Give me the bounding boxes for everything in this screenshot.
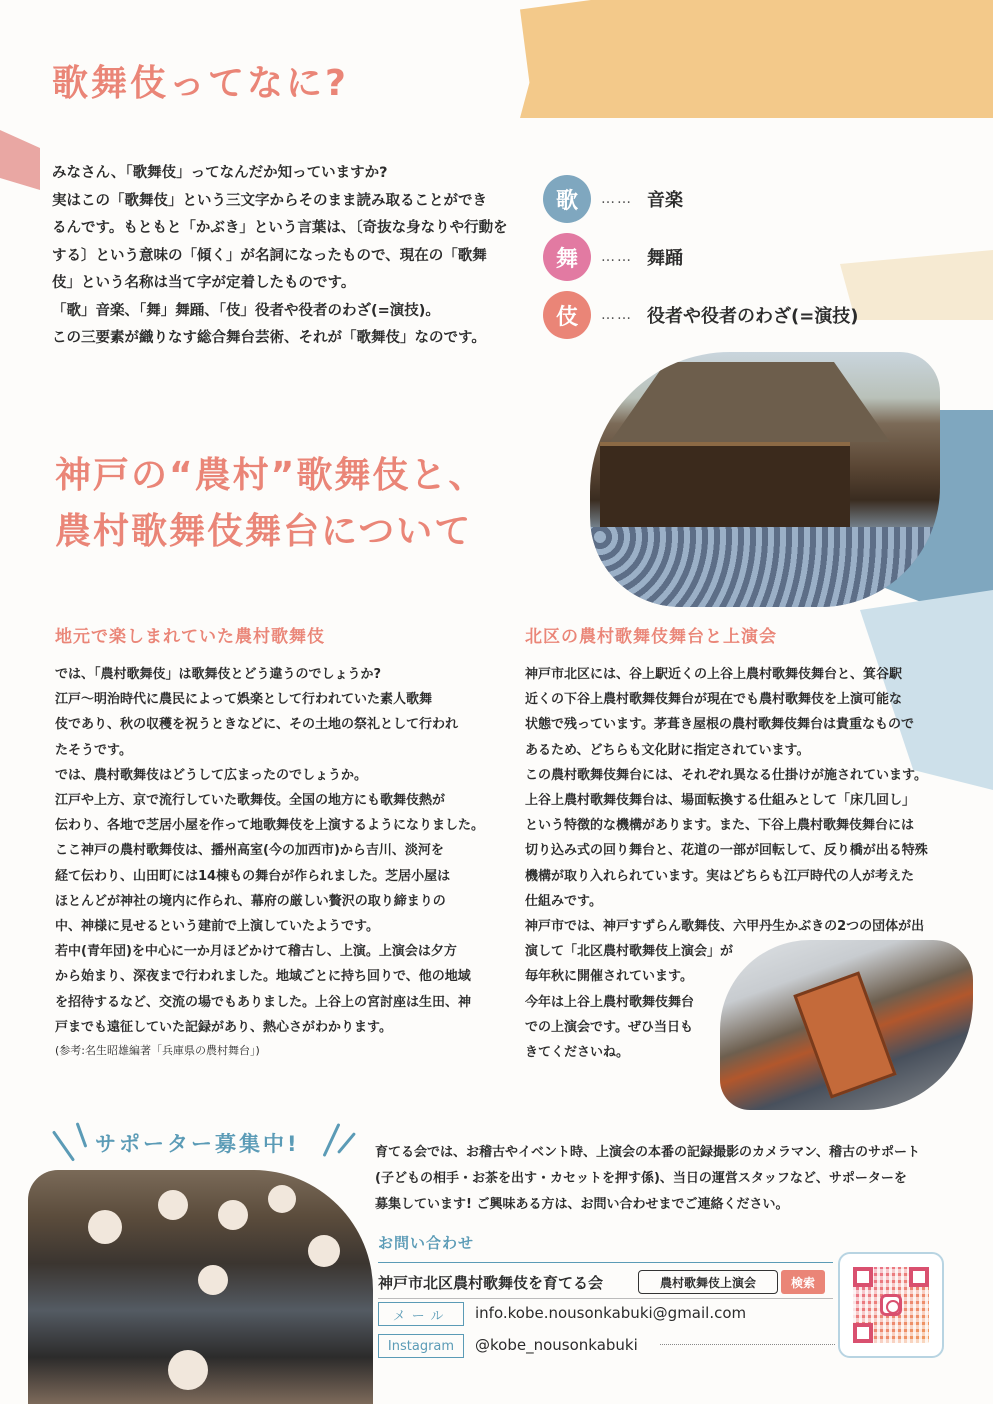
intro-text <box>52 160 522 353</box>
right-column-heading: 北区の農村歌舞伎舞台と上演会 <box>525 627 777 647</box>
text-line: 伝わり、各地で芝居小屋を作って地歌舞伎を上演するようになりました。 <box>55 818 485 834</box>
decorative-tan-shape <box>520 0 993 118</box>
kanji-dots: …… <box>601 191 633 207</box>
decorative-line <box>52 1130 75 1161</box>
instagram-handle: @kobe_nousonkabuki <box>475 1336 638 1354</box>
contact-divider <box>378 1298 833 1299</box>
performer-face-shape <box>88 1210 122 1244</box>
text-line: 演して「北区農村歌舞伎上演会」が <box>525 944 734 960</box>
qr-code-card <box>838 1252 944 1358</box>
text-line: から始まり、深夜まで行われました。地域ごとに持ち回りで、他の地域 <box>55 969 471 985</box>
intro-line: この三要素が織りなす総合舞台芸術、それが「歌舞伎」なのです。 <box>52 330 486 346</box>
performer-face-shape <box>308 1235 340 1267</box>
supporter-title: サポーター募集中! <box>95 1132 300 1156</box>
instagram-label: Instagram <box>378 1334 464 1358</box>
mail-label: メール <box>378 1302 464 1326</box>
stage-shape <box>600 442 850 527</box>
text-line: この農村歌舞伎舞台には、それぞれ異なる仕掛けが施されています。 <box>525 767 927 783</box>
kanji-breakdown <box>543 170 943 344</box>
stage-crew-photo <box>720 940 973 1110</box>
section-title <box>55 448 486 560</box>
intro-line: 「歌」音楽、「舞」舞踊、「伎」役者や役者のわざ(=演技)。 <box>52 302 440 319</box>
kanji-row-uta <box>543 170 943 228</box>
kanji-badge: 舞 <box>543 233 591 281</box>
contact-heading: お問い合わせ <box>378 1234 475 1252</box>
kanji-meaning: 音楽 <box>647 190 683 211</box>
text-line: 育てる会では、お稽古やイベント時、上演会の本番の記録撮影のカメラマン、稽古のサポート <box>375 1145 920 1160</box>
left-column-text <box>55 662 495 1062</box>
audience-shape <box>590 527 940 607</box>
text-line: 仕組みです。 <box>525 893 602 909</box>
performer-face-shape <box>198 1265 228 1295</box>
page-title: 歌舞伎ってなに? <box>52 63 349 104</box>
text-line: 今年は上谷上農村歌舞伎舞台 <box>525 994 695 1010</box>
text-line: ほとんどが神社の境内に作られ、幕府の厳しい贅沢の取り締まりの <box>55 893 446 909</box>
kanji-badge: 歌 <box>543 175 591 223</box>
text-line: ここ神戸の農村歌舞伎は、播州高室(今の加西市)から吉川、淡河を <box>55 843 444 859</box>
text-line: では、「農村歌舞伎」は歌舞伎とどう違うのでしょうか? <box>55 667 382 682</box>
section-title-line: 農村歌舞伎舞台について <box>55 511 473 552</box>
performer-face-shape <box>158 1190 188 1220</box>
decorative-line <box>337 1132 356 1154</box>
text-line: という特徴的な機構があります。また、下谷上農村歌舞伎舞台には <box>525 818 914 834</box>
text-line: あるため、どちらも文化財に指定されています。 <box>525 742 810 758</box>
decorative-pink-shape <box>0 130 40 190</box>
intro-line: する〕という意味の「傾く」が名詞になったもので、現在の「歌舞 <box>52 247 487 264</box>
intro-line: 伎」という名称は当て字が定着したものです。 <box>52 275 356 291</box>
text-line: 上谷上農村歌舞伎舞台は、場面転換する仕組みとして「床几回し」 <box>525 793 916 809</box>
text-line: 募集しています! ご興味ある方は、お問い合わせまでご連絡ください。 <box>375 1197 789 1212</box>
search-button: 検索 <box>781 1270 825 1294</box>
organization-name: 神戸市北区農村歌舞伎を育てる会 <box>378 1274 604 1292</box>
text-line: 江戸や上方、京で流行していた歌舞伎。全国の地方にも歌舞伎熱が <box>55 793 446 809</box>
contact-divider <box>378 1262 833 1263</box>
kanji-row-gi <box>543 286 943 344</box>
qr-code <box>853 1267 929 1343</box>
text-line: 機構が取り入れられています。実はどちらも江戸時代の人が考えた <box>525 868 914 884</box>
text-line: 江戸〜明治時代に農民によって娯楽として行われていた素人歌舞 <box>55 692 433 708</box>
performer-face-shape <box>268 1185 296 1213</box>
qr-corner-shape <box>909 1267 929 1287</box>
text-line: での上演会です。ぜひ当日も <box>525 1019 693 1035</box>
kanji-row-mai <box>543 228 943 286</box>
reference-note: (参考:名生昭雄編著「兵庫県の農村舞台」) <box>55 1044 260 1058</box>
text-line: を招待するなど、交流の場でもありました。上谷上の宮討座は生田、神 <box>55 994 472 1010</box>
text-line: 近くの下谷上農村歌舞伎舞台が現在でも農村歌舞伎を上演可能な <box>525 692 903 708</box>
text-line: 切り込み式の回り舞台と、花道の一部が回転して、反り橋が出る特殊 <box>525 843 928 859</box>
group-photo <box>28 1170 373 1404</box>
search-keyword-box: 農村歌舞伎上演会 <box>638 1270 778 1294</box>
stage-panel-shape <box>793 971 896 1098</box>
text-line: 神戸市北区には、谷上駅近くの上谷上農村歌舞伎舞台と、箕谷駅 <box>525 667 903 682</box>
stage-photo <box>590 352 940 607</box>
supporter-text <box>375 1140 965 1218</box>
text-line: 毎年秋に開催されています。 <box>525 969 693 985</box>
kanji-dots: …… <box>601 249 633 265</box>
text-line: 中、神様に見せるという建前で上演していたようです。 <box>55 919 379 935</box>
text-line: 経て伝わり、山田町には14棟もの舞台が作られました。芝居小屋は <box>55 868 451 884</box>
kanji-meaning: 役者や役者のわざ(=演技) <box>647 306 859 327</box>
dotted-leader <box>660 1344 835 1345</box>
text-line: では、農村歌舞伎はどうして広まったのでしょうか。 <box>55 767 368 783</box>
text-line: きてくださいね。 <box>525 1045 630 1061</box>
qr-corner-shape <box>853 1267 873 1287</box>
kanji-dots: …… <box>601 307 633 323</box>
text-line: 若中(青年団)を中心に一か月ほどかけて稽古し、上演。上演会は夕方 <box>55 944 457 960</box>
instagram-icon <box>880 1294 902 1316</box>
text-line: (子どもの相手・お茶を出す・カセットを押す係)、当日の運営スタッフなど、サポーターを <box>375 1171 907 1186</box>
intro-line: 実はこの「歌舞伎」という三文字からそのまま読み取ることができ <box>52 192 487 209</box>
text-line: 状態で残っています。茅葺き屋根の農村歌舞伎舞台は貴重なもので <box>525 717 914 733</box>
intro-line: みなさん、「歌舞伎」ってなんだか知っていますか? <box>52 165 388 181</box>
text-line: 神戸市では、神戸すずらん歌舞伎、六甲丹生かぶきの2つの団体が出 <box>525 919 925 935</box>
text-line: 伎であり、秋の収穫を祝うときなどに、その土地の祭礼として行われ <box>55 717 459 733</box>
performer-face-shape <box>218 1200 248 1230</box>
qr-corner-shape <box>853 1323 873 1343</box>
mail-address: info.kobe.nousonkabuki@gmail.com <box>475 1304 747 1322</box>
kanji-meaning: 舞踊 <box>647 248 683 269</box>
performer-face-shape <box>168 1350 208 1390</box>
section-title-line: 神戸の“農村”歌舞伎と、 <box>55 455 487 496</box>
left-column-heading: 地元で楽しまれていた農村歌舞伎 <box>55 627 325 647</box>
decorative-line <box>76 1122 88 1147</box>
text-line: たそうです。 <box>55 742 132 758</box>
intro-line: るんです。もともと「かぶき」という言葉は、〔奇抜な身なりや行動を <box>52 220 508 236</box>
text-line: 戸までも遠征していた記録があり、熱心さがわかります。 <box>55 1019 392 1035</box>
kanji-badge: 伎 <box>543 291 591 339</box>
thatched-roof-shape <box>610 362 890 442</box>
